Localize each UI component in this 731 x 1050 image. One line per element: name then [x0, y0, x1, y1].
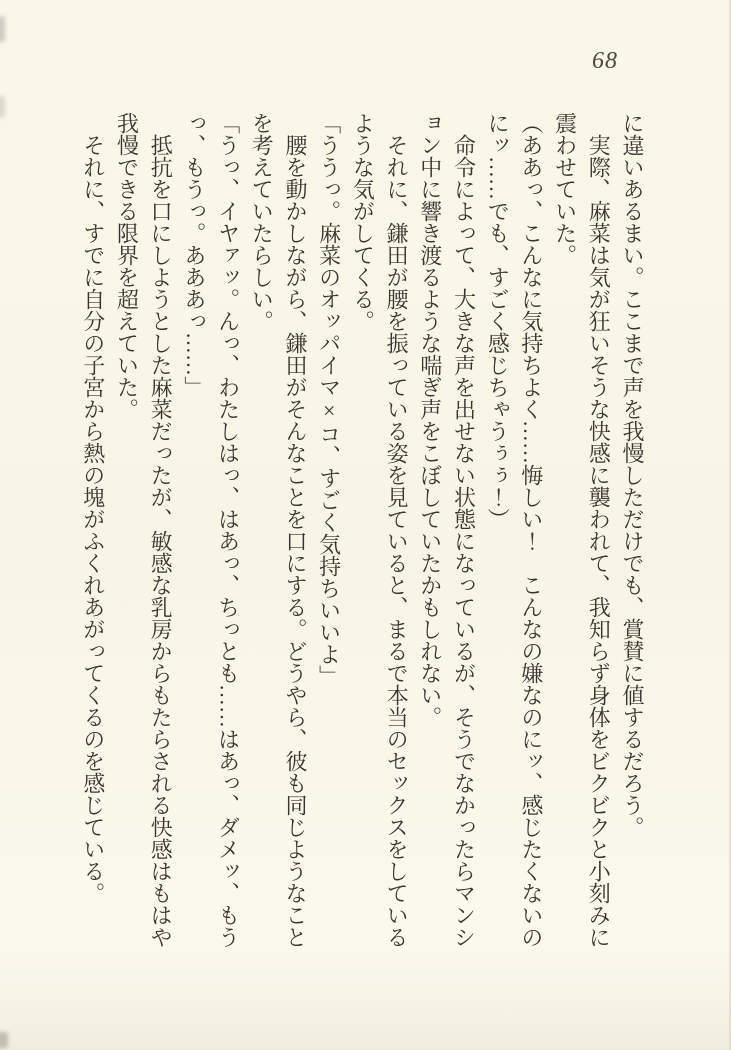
paragraph: 命令によって、大きな声を出せない状態になっているが、そうでなかったらマンション中に響き渡るような喘ぎ声をこぼしていたかもしれない。	[417, 112, 477, 948]
paragraph: に違いあるまい。ここまで声を我慢しただけでも、賞賛に値するだろう。	[620, 112, 645, 838]
scan-smudge	[0, 96, 5, 118]
paragraph: 抵抗を口にしようとした麻菜だったが、敏感な乳房からもたらされる快感はもはや我慢できる限界を超えていた。	[114, 112, 174, 948]
paragraph: それに、鎌田が腰を振っている姿を見ていると、まるで本当のセックスをしているような気がしてくる。	[350, 112, 410, 948]
paragraph: 「ううっ。麻菜のオッパイマ×コ、すごく気持ちいいよ」	[316, 112, 342, 687]
paragraph: 「うっ、イヤァッ。んっ、わたしはっ、はあっ、ちっとも……はあっ、ダメッ、もうっ、もうっ。あああっ……」	[181, 112, 241, 948]
page-text	[75, 112, 649, 957]
page-number: 68	[592, 48, 618, 74]
scan-smudge	[0, 1032, 8, 1048]
scan-smudge	[0, 16, 5, 42]
paragraph: それに、すでに自分の子宮から熱の塊がふくれあがってくるのを感じている。	[80, 134, 106, 904]
paragraph: （ああっ、こんなに気持ちよく……悔しい！ こんなの嫌なのにッ、感じたくないのにッ……でも、すごく感じちゃうぅぅ！）	[485, 112, 544, 948]
paragraph: 実際、麻菜は気が狂いそうな快感に襲われて、我知らず身体をビクビクと小刻みに震わせていた。	[552, 112, 612, 948]
paragraph: 腰を動かしながら、鎌田がそんなことを口にする。どうやら、彼も同じようなことを考えていたらしい。	[249, 112, 308, 948]
